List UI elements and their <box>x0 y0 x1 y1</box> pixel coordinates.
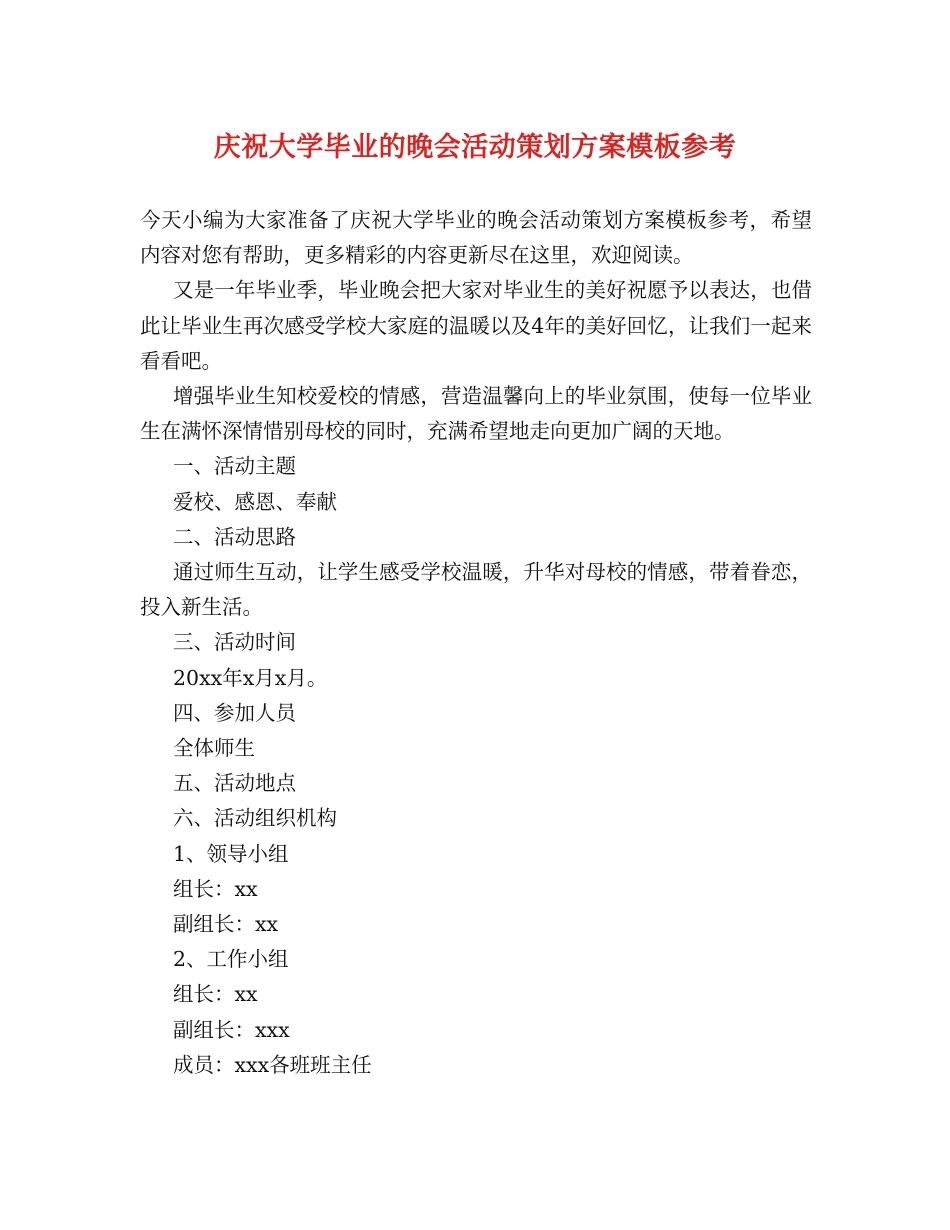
body-paragraph: 又是一年毕业季，毕业晚会把大家对毕业生的美好祝愿予以表达，也借此让毕业生再次感受学校大家庭的温暖以及4年的美好回忆，让我们一起来看看吧。 <box>140 278 812 373</box>
list-item: 副组长：xx <box>173 912 279 937</box>
document-title: 庆祝大学毕业的晚会活动策划方案模板参考 <box>213 132 737 163</box>
section-heading: 一、活动主题 <box>173 454 296 479</box>
subsection-heading: 2、工作小组 <box>173 947 289 972</box>
subsection-heading: 1、领导小组 <box>173 841 289 866</box>
list-item: 成员：xxx各班班主任 <box>173 1052 372 1077</box>
section-content: 通过师生互动，让学生感受学校温暖，升华对母校的情感，带着眷恋，投入新生活。 <box>140 560 812 620</box>
section-heading: 三、活动时间 <box>173 630 296 655</box>
section-heading: 四、参加人员 <box>173 700 296 725</box>
section-heading: 五、活动地点 <box>173 771 296 796</box>
section-content: 20xx年x月x月。 <box>173 665 328 690</box>
list-item: 副组长：xxx <box>173 1017 290 1042</box>
body-paragraph: 增强毕业生知校爱校的情感，营造温馨向上的毕业氛围，使每一位毕业生在满怀深情惜别母校的同时，充满希望地走向更加广阔的天地。 <box>140 384 812 444</box>
intro-paragraph: 今天小编为大家准备了庆祝大学毕业的晚会活动策划方案模板参考，希望内容对您有帮助，更多精彩的内容更新尽在这里，欢迎阅读。 <box>140 208 812 268</box>
list-item: 组长：xx <box>173 876 258 901</box>
document-body <box>140 203 812 1083</box>
list-item: 组长：xx <box>173 982 258 1007</box>
section-heading: 二、活动思路 <box>173 524 296 549</box>
section-content: 爱校、感恩、奉献 <box>173 489 337 514</box>
section-content: 全体师生 <box>173 736 255 761</box>
section-heading: 六、活动组织机构 <box>173 806 337 831</box>
